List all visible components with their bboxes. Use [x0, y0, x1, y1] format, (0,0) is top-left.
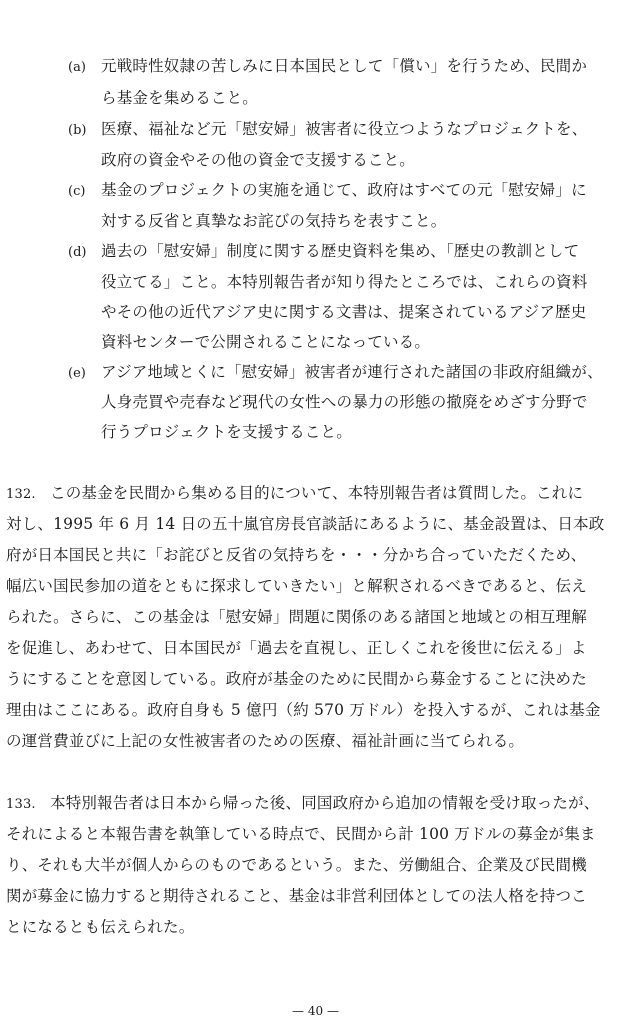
paragraph-132-line-6: を促進し、あわせて、日本国民が「過去を直視し、正しくこれを後世に伝える」よ: [6, 639, 587, 657]
paragraph-132-line-1: 132. この基金を民間から集める目的について、本特別報告者は質問した。これに: [6, 483, 583, 505]
item-c-marker: (c): [68, 184, 86, 199]
item-e-line-2: 人身売買や売春など現代の女性への暴力の形態の撤廃をめざす分野で: [101, 393, 588, 411]
paragraph-133-line-2: それによると本報告書を執筆している時点で、民間から計 100 万ドルの募金が集ま: [6, 825, 596, 843]
paragraph-132-line-7: うにすることを意図している。政府が基金のために民間から募金することに決めた: [6, 670, 587, 688]
item-b-line-1: (b) 医療、福祉など元「慰安婦」被害者に役立つようなプロジェクトを、: [68, 119, 587, 141]
item-e-line-3: 行うプロジェクトを支援すること。: [101, 423, 352, 441]
paragraph-132-line-2: 対し、1995 年 6 月 14 日の五十嵐官房長官談話にあるように、基金設置は、日本政: [6, 515, 605, 533]
item-b-marker: (b): [68, 123, 87, 138]
item-c-line-2: 対する反省と真摯なお詫びの気持ちを表すこと。: [101, 212, 447, 230]
item-e-line-1: (e) アジア地域とくに「慰安婦」被害者が連行された諸国の非政府組織が、: [68, 362, 603, 384]
item-d-line-2: 役立てる」こと。本特別報告者が知り得たところでは、これらの資料: [101, 273, 588, 291]
item-d-line-4: 資料センターで公開されることになっている。: [101, 333, 431, 351]
page-number: — 40 —: [292, 1004, 339, 1018]
paragraph-132-line-8: 理由はここにある。政府自身も 5 億円（約 570 万ドル）を投入するが、これは基金: [6, 701, 601, 719]
paragraph-132-line-9: の運営費並びに上記の女性被害者のための医療、福祉計画に当てられる。: [6, 732, 525, 750]
item-a-marker: (a): [68, 60, 86, 75]
paragraph-132-number: 132.: [6, 487, 36, 502]
paragraph-133-line-1: 133. 本特別報告者は日本から帰った後、同国政府から追加の情報を受け取ったが、: [6, 793, 600, 815]
item-c-line-1: (c) 基金のプロジェクトの実施を通じて、政府はすべての元「慰安婦」に: [68, 180, 587, 202]
item-d-line-1: (d) 過去の「慰安婦」制度に関する歴史資料を集め、「歴史の教訓として: [68, 241, 579, 263]
paragraph-132-line-3: 府が日本国民と共に「お詫びと反省の気持ちを・・・分かち合っていただくため、: [6, 546, 587, 564]
item-d-line-3: やその他の近代アジア史に関する文書は、提案されているアジア歴史: [101, 303, 587, 321]
item-d-marker: (d): [68, 245, 87, 260]
paragraph-132-line-5: られた。さらに、この基金は「慰安婦」問題に関係のある諸国と地域との相互理解: [6, 608, 587, 626]
item-e-marker: (e): [68, 366, 86, 381]
item-a-line-1: (a) 元戦時性奴隷の苦しみに日本国民として「償い」を行うため、民間か: [68, 56, 587, 78]
paragraph-133-line-5: とになるとも伝えられた。: [6, 918, 195, 936]
paragraph-132-line-4: 幅広い国民参加の道をともに探求していきたい」と解釈されるべきであると、伝え: [6, 577, 587, 595]
paragraph-133-line-4: 関が募金に協力すると期待されること、基金は非営利団体としての法人格を持つこ: [6, 887, 587, 905]
item-a-line-2: ら基金を集めること。: [101, 89, 259, 107]
item-b-line-2: 政府の資金やその他の資金で支援すること。: [101, 151, 416, 169]
paragraph-133-line-3: り、それも大半が個人からのものであるという。また、労働組合、企業及び民間機: [6, 856, 587, 874]
paragraph-133-number: 133.: [6, 797, 36, 812]
